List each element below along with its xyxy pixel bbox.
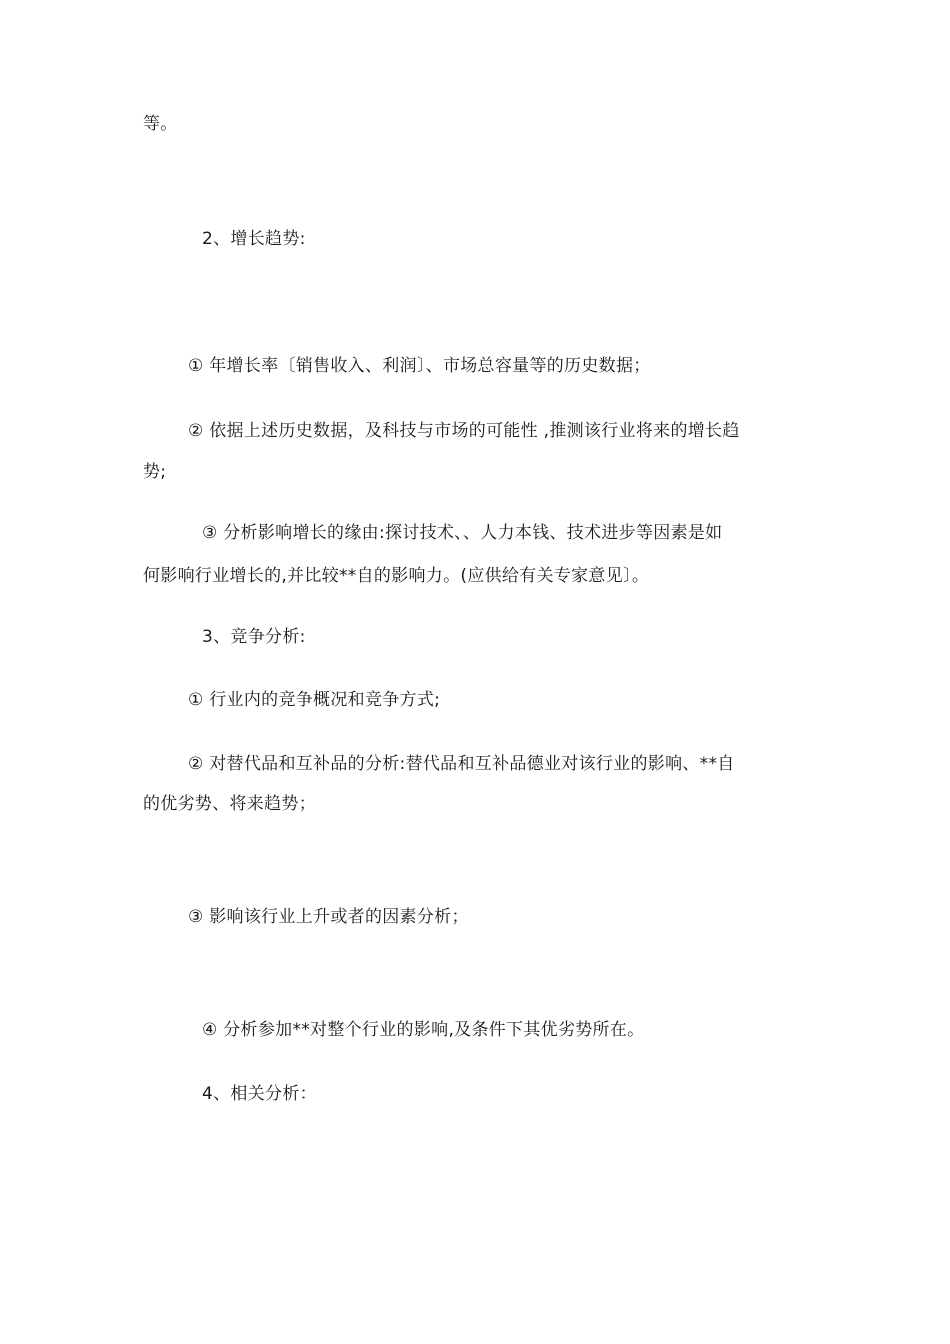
section-heading: 3、竞争分析: [202, 627, 306, 647]
list-item: ③ 分析影响增长的缘由:探讨技术、、人力本钱、技术进步等因素是如 [202, 523, 723, 543]
list-item: ② 对替代品和互补品的分析:替代品和互补品德业对该行业的影响、**自 [188, 754, 735, 774]
section-heading: 4、相关分析： [202, 1084, 317, 1104]
list-item: ④ 分析参加**对整个行业的影响,及条件下其优劣势所在。 [202, 1020, 645, 1040]
list-item-continuation: 的优劣势、将来趋势； [143, 794, 316, 814]
list-item: ① 年增长率〔销售收入、利润〕、市场总容量等的历史数据； [188, 356, 651, 376]
list-item: ② 依据上述历史数据，及科技与市场的可能性 ,推测该行业将来的增长趋 [188, 421, 740, 441]
list-item-continuation: 势; [143, 462, 167, 482]
list-item: ① 行业内的竞争概况和竞争方式; [188, 690, 441, 710]
text-line: 等。 [143, 114, 178, 134]
list-item: ③ 影响该行业上升或者的因素分析； [188, 907, 469, 927]
section-heading: 2、增长趋势: [202, 229, 306, 249]
list-item-continuation: 何影响行业增长的,并比较**自的影响力。(应供给有关专家意见〕。 [143, 566, 650, 586]
